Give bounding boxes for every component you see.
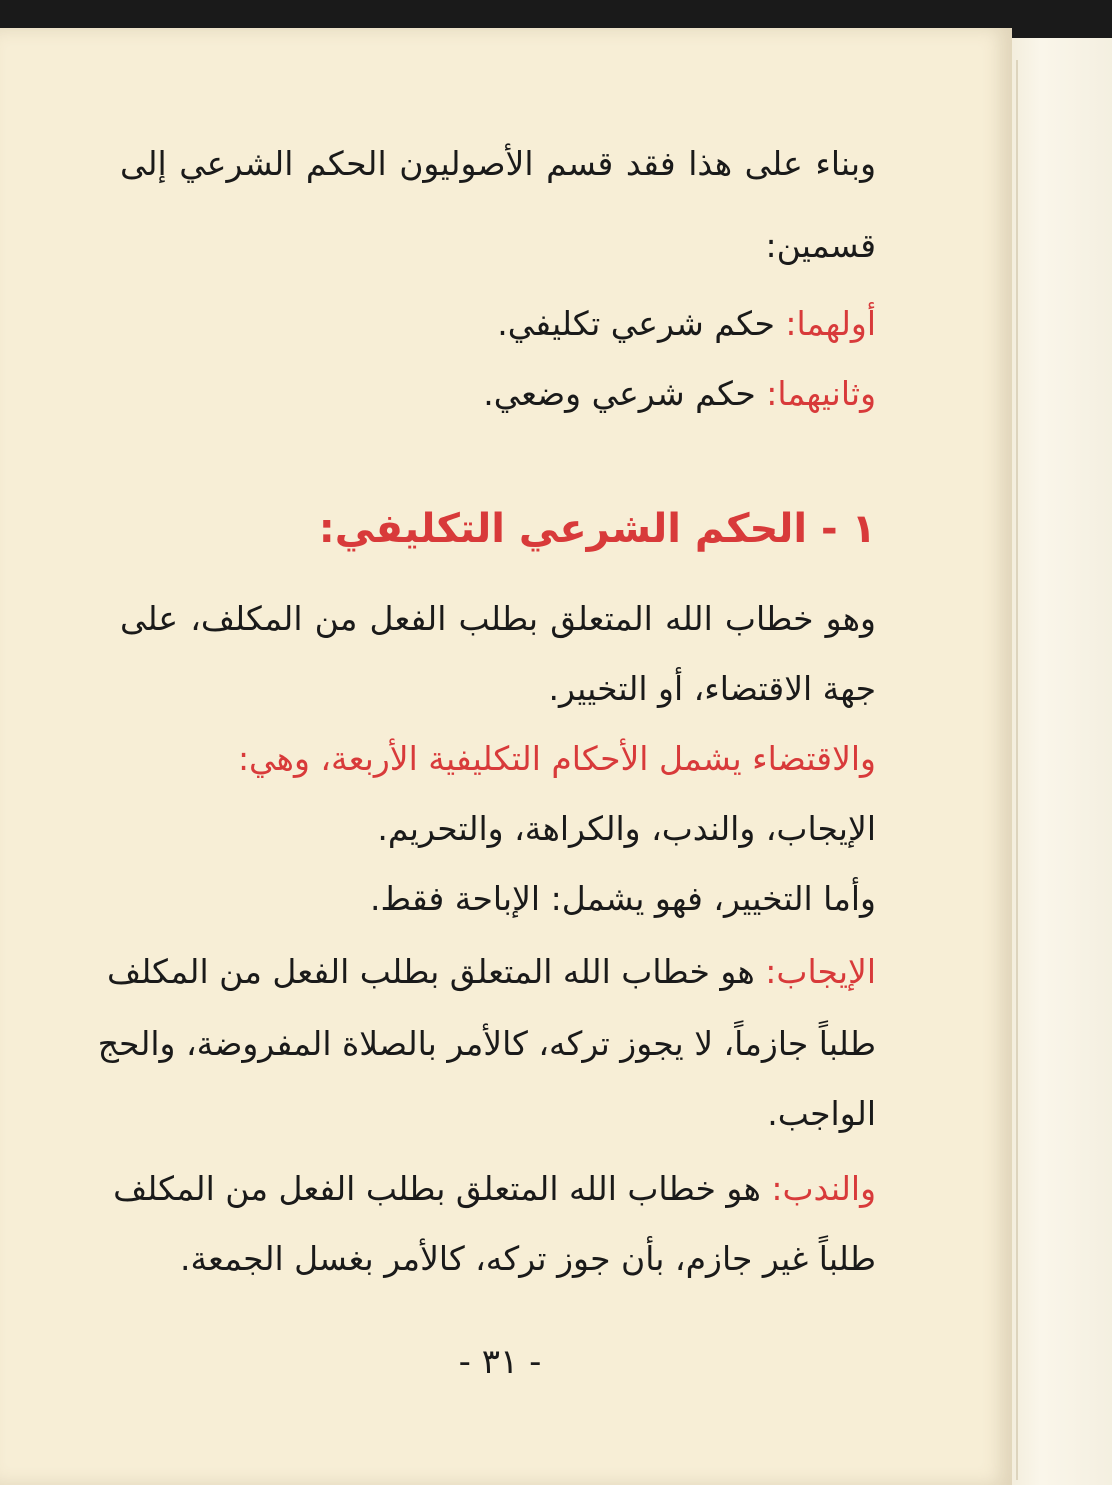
paragraph-line-15: طلباً غير جازم، بأن جوز تركه، كالأمر بغسل الجمعة. [179, 1239, 876, 1278]
term-label: وثانيهما: [766, 374, 876, 413]
paragraph-line-13: الواجب. [767, 1094, 876, 1133]
paragraph-line-8: والاقتضاء يشمل الأحكام التكليفية الأربعة، وهي: [237, 739, 876, 778]
section-heading: ١ - الحكم الشرعي التكليفي: [318, 506, 876, 552]
first-section-line: أولهما: حكم شرعي تكليفي. [497, 304, 876, 343]
term-label: والندب: [771, 1169, 876, 1208]
paragraph-line-12: طلباً جازماً، لا يجوز تركه، كالأمر بالصلاة المفروضة، والحج [97, 1024, 876, 1063]
paragraph-line-11: الإيجاب: هو خطاب الله المتعلق بطلب الفعل من المكلف [107, 952, 876, 991]
paragraph-line-1: وبناء على هذا فقد قسم الأصوليون الحكم الشرعي إلى [120, 144, 876, 183]
paragraph-line-10: وأما التخيير، فهو يشمل: الإباحة فقط. [370, 879, 876, 918]
page-number: - ٣١ - [458, 1342, 542, 1382]
term-label: الإيجاب: [765, 952, 876, 991]
second-section-line: وثانيهما: حكم شرعي وضعي. [483, 374, 876, 413]
page-edge-line [1016, 60, 1018, 1480]
paragraph-line-9: الإيجاب، والندب، والكراهة، والتحريم. [377, 809, 876, 848]
paragraph-line-14: والندب: هو خطاب الله المتعلق بطلب الفعل من المكلف [113, 1169, 876, 1208]
paragraph-line-6: وهو خطاب الله المتعلق بطلب الفعل من المكلف، على [120, 599, 876, 638]
paragraph-line-2: قسمين: [765, 226, 876, 265]
paragraph-line-7: جهة الاقتضاء، أو التخيير. [548, 669, 876, 708]
term-label: أولهما: [785, 304, 876, 343]
